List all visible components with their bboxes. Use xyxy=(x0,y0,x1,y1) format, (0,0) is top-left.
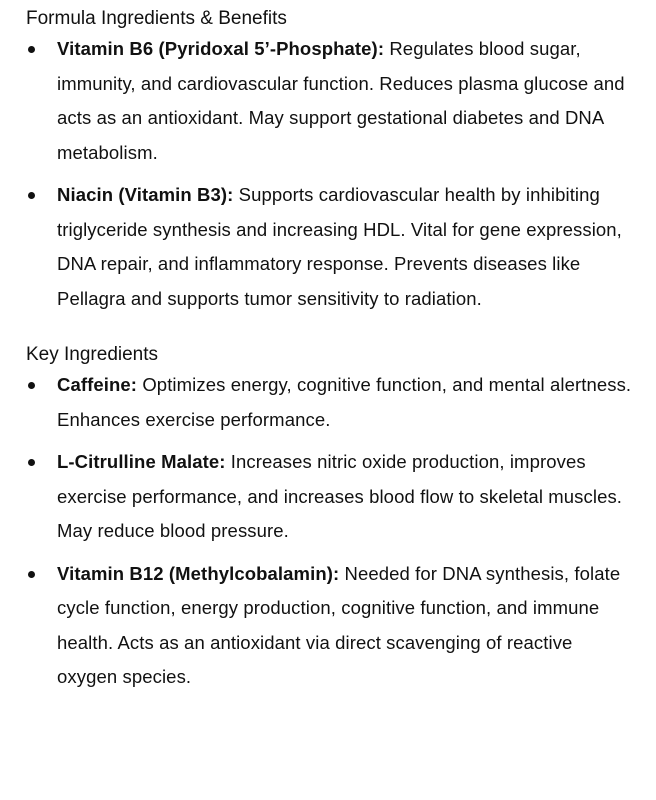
list-item xyxy=(26,178,636,316)
bullet-icon xyxy=(28,192,35,199)
ingredient-term: Vitamin B12 (Methylcobalamin): xyxy=(57,562,340,584)
list-item xyxy=(26,32,636,170)
ingredient-term: Niacin (Vitamin B3): xyxy=(57,184,234,205)
ingredient-description: Needed for DNA synthesis, folate cycle function, energy production, cognitive function, and immune health. Acts as an antioxidant via direct scavenging of reactive oxygen species. xyxy=(57,562,621,687)
ingredient-term: Vitamin B6 (Pyridoxal 5’-Phosphate): xyxy=(57,38,385,59)
list-item xyxy=(26,445,636,549)
ingredient-description: Supports cardiovascular health by inhibiting triglyceride synthesis and increasing HDL. Vital for gene expression, DNA repair, and inflammatory response. Prevents diseases like Pellagra and supports tumor sensitivity to radiation. xyxy=(57,184,622,309)
ingredient-description: Optimizes energy, cognitive function, and mental alertness. Enhances exercise performance. xyxy=(57,374,632,430)
bullet-icon xyxy=(28,459,35,466)
formula-ingredients-list xyxy=(26,32,636,316)
formula-section-heading: Formula Ingredients & Benefits xyxy=(26,8,287,29)
list-item xyxy=(26,557,636,695)
bullet-icon xyxy=(28,571,35,578)
ingredient-description: Increases nitric oxide production, improves exercise performance, and increases blood flow to skeletal muscles. May reduce blood pressure. xyxy=(57,451,623,541)
ingredient-description: Regulates blood sugar, immunity, and cardiovascular function. Reduces plasma glucose and acts as an antioxidant. May support gestational diabetes and DNA metabolism. xyxy=(57,38,625,163)
key-ingredients-list xyxy=(26,368,636,695)
list-item xyxy=(26,368,636,437)
key-ingredients-heading: Key Ingredients xyxy=(26,344,159,365)
ingredient-term: Caffeine: xyxy=(57,374,138,395)
ingredient-term: L-Citrulline Malate: xyxy=(57,451,226,472)
bullet-icon xyxy=(28,46,35,53)
bullet-icon xyxy=(28,382,35,389)
